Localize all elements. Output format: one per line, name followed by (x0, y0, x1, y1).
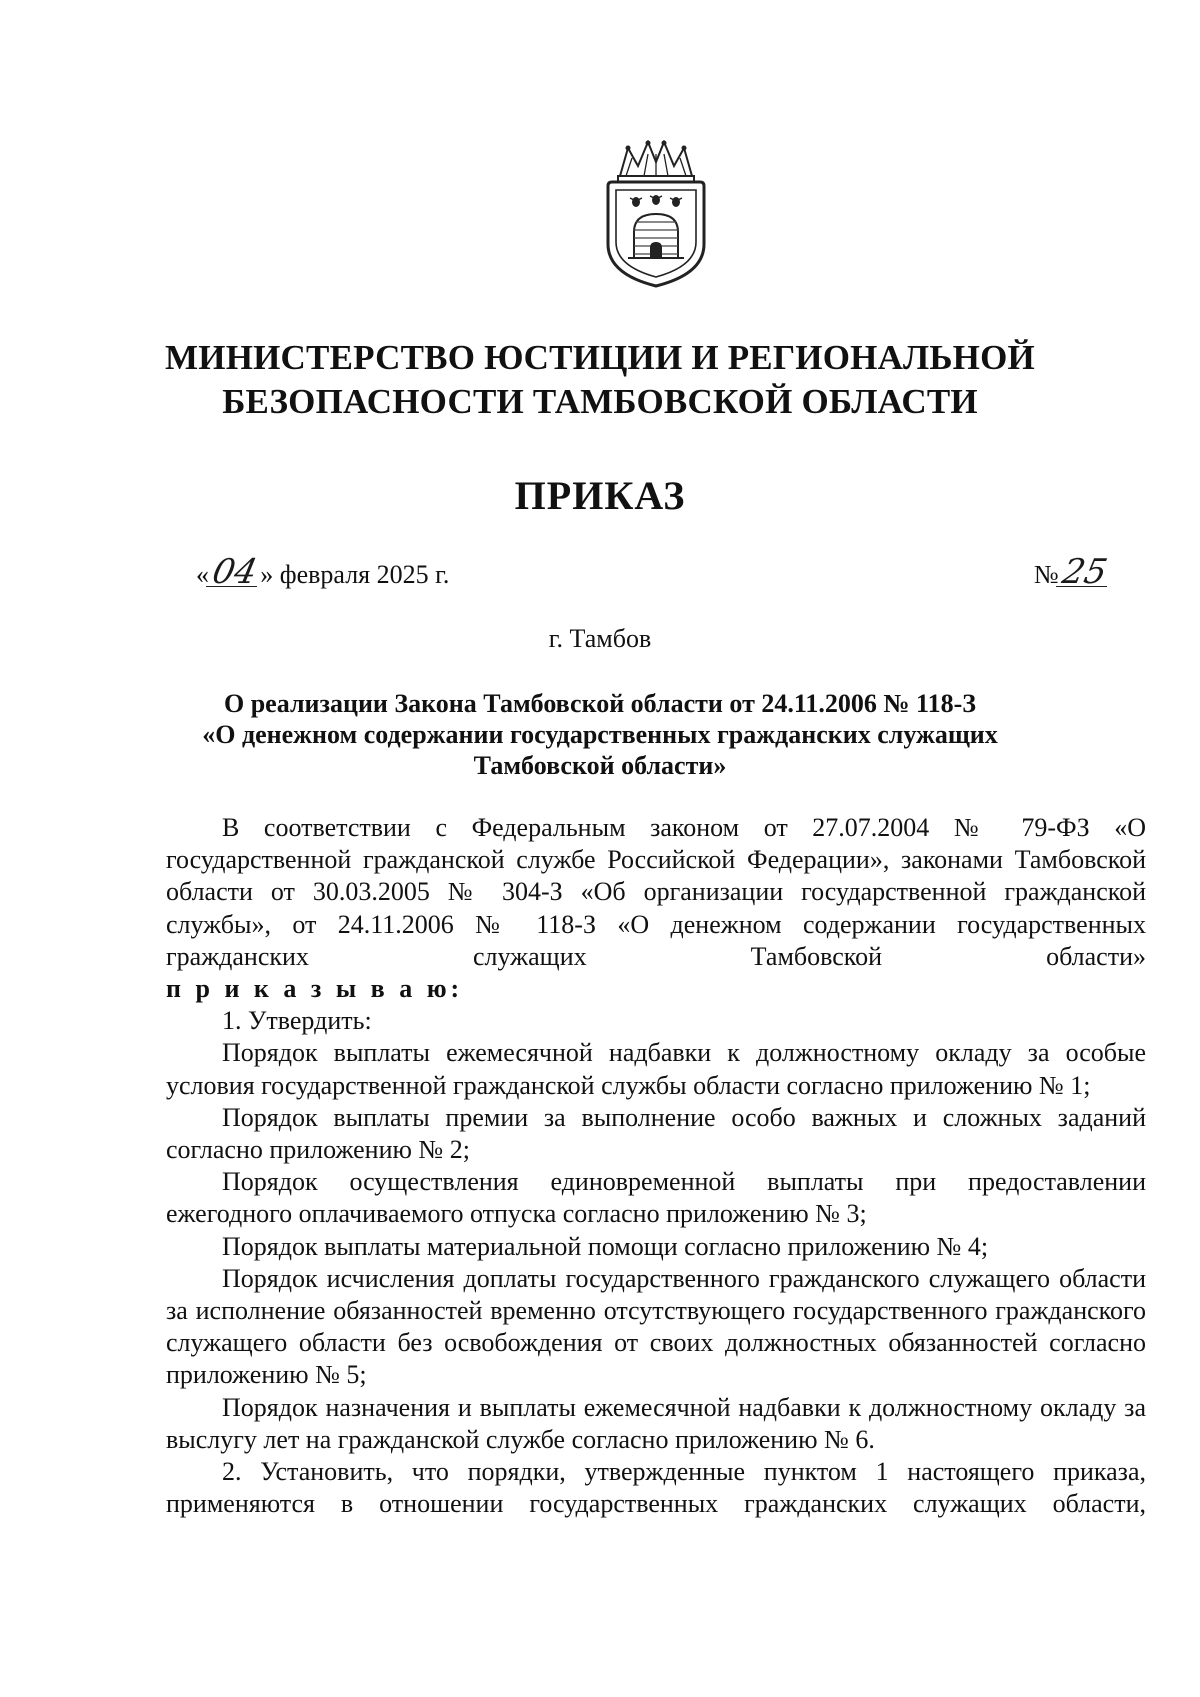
preamble-paragraph: В соответствии с Федеральным законом от 27.07.2004 № 79-ФЗ «О государственной гражданской службе Российской Федерации», законами Тамбовской области от 30.03.2005 № 304-З «Об организации государственной гражданской службы», от 24.11.2006 № 118-З «О денежном содержании государственных гражданских служащих Тамбовской области» (166, 813, 1146, 971)
date-day-handwritten: 04 (206, 558, 263, 587)
order-word: п р и к а з ы в а ю: (166, 974, 464, 1004)
item-1-paragraph-5: Порядок исчисления доплаты государственного гражданского служащего области за исполнение обязанностей временно отсутствующего государственного гражданского служащего области без освобождения от своих должностных обязанностей согласно приложению № 5; (166, 1263, 1146, 1390)
item-1-title: 1. Утвердить: (222, 1006, 372, 1036)
tambov-coat-of-arms-icon (598, 140, 714, 290)
number-value-handwritten: 25 (1056, 558, 1113, 587)
subject-line-1: О реализации Закона Тамбовской области от 24.11.2006 № 118-З (224, 689, 976, 718)
item-1-paragraph-3: Порядок осуществления единовременной выплаты при предоставлении ежегодного оплачиваемого отпуска согласно приложению № 3; (166, 1167, 1146, 1229)
item-2-paragraph: 2. Установить, что порядки, утвержденные пунктом 1 настоящего приказа, применяются в отношении государственных гражданских служащих области, (166, 1457, 1146, 1519)
ministry-name (0, 336, 1200, 424)
ministry-line-1: МИНИСТЕРСТВО ЮСТИЦИИ И РЕГИОНАЛЬНОЙ (165, 338, 1035, 377)
date-month-year: февраля 2025 г. (279, 560, 450, 589)
ministry-line-2: БЕЗОПАСНОСТИ ТАМБОВСКОЙ ОБЛАСТИ (222, 382, 978, 421)
order-date (196, 552, 450, 592)
item-1-paragraph-1: Порядок выплаты ежемесячной надбавки к должностному окладу за особые условия государственной гражданской службы области согласно приложению № 1; (166, 1038, 1146, 1100)
city: г. Тамбов (548, 624, 652, 653)
number-prefix: № (1033, 560, 1059, 589)
date-open-quote: « (196, 560, 209, 589)
item-1-paragraph-4: Порядок выплаты материальной помощи согласно приложению № 4; (222, 1231, 989, 1261)
subject-line-3: Тамбовской области» (473, 751, 727, 780)
order-subject (150, 688, 1050, 781)
item-1-paragraph-6: Порядок назначения и выплаты ежемесячной надбавки к должностному окладу за выслугу лет на гражданской службе согласно приложению № 6. (166, 1392, 1146, 1454)
item-1-paragraph-2: Порядок выплаты премии за выполнение особо важных и сложных заданий согласно приложению № 2; (166, 1102, 1146, 1165)
order-number (1033, 552, 1111, 592)
date-close-quote: » (260, 560, 274, 589)
document-type: ПРИКАЗ (514, 473, 686, 518)
order-word-paragraph (166, 973, 1146, 1005)
order-body (166, 812, 1146, 1520)
subject-line-2: «О денежном содержании государственных гражданских служащих (202, 720, 998, 749)
